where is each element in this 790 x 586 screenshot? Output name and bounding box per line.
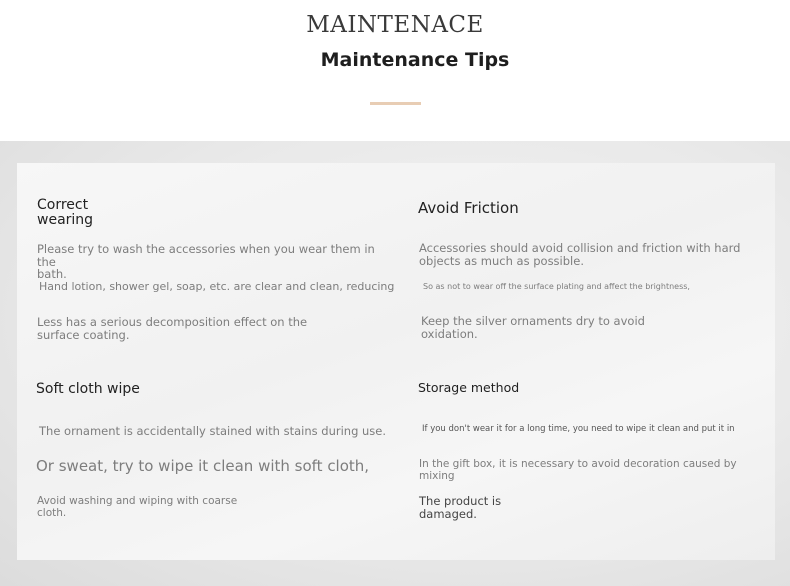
tip-text-avoid-friction-3: Keep the silver ornaments dry to avoid oxidation. — [421, 314, 645, 341]
tip-text-soft-cloth-2: Or sweat, try to wipe it clean with soft cloth, — [36, 457, 370, 475]
header — [0, 0, 790, 141]
tip-text-avoid-friction-2: So as not to wear off the surface plating and affect the brightness, — [423, 282, 690, 291]
tip-text-correct-wearing-1: Please try to wash the accessories when you wear them in the bath. — [37, 242, 375, 282]
tip-text-avoid-friction-1: Accessories should avoid collision and friction with hard objects as much as possible. — [419, 241, 741, 268]
tip-title-storage: Storage method — [418, 380, 520, 395]
tip-text-soft-cloth-3: Avoid washing and wiping with coarse cloth. — [37, 495, 238, 519]
tip-title-avoid-friction: Avoid Friction — [418, 199, 519, 217]
tip-text-correct-wearing-3: Less has a serious decomposition effect on the surface coating. — [37, 315, 308, 342]
tip-text-storage-1: If you don't wear it for a long time, you need to wipe it clean and put it in — [422, 424, 735, 434]
tip-title-correct-wearing: Correct wearing — [37, 197, 94, 228]
accent-divider — [370, 102, 421, 105]
tip-text-soft-cloth-1: The ornament is accidentally stained with stains during use. — [39, 424, 387, 438]
page-title: MAINTENACE — [306, 12, 484, 38]
tip-text-correct-wearing-2: Hand lotion, shower gel, soap, etc. are clear and clean, reducing — [39, 280, 395, 293]
tip-text-storage-2: In the gift box, it is necessary to avoid decoration caused by mixing — [419, 458, 737, 482]
tip-title-soft-cloth: Soft cloth wipe — [36, 381, 140, 397]
tip-text-storage-3: The product is damaged. — [419, 494, 502, 521]
page-subtitle: Maintenance Tips — [320, 49, 510, 71]
